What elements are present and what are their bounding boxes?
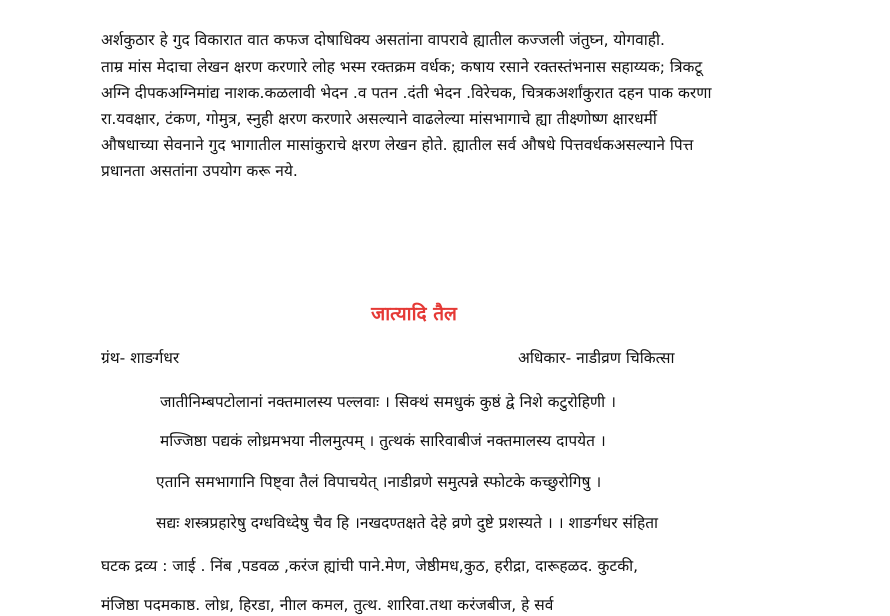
verse-line-1: जातीनिम्बपटोलानां नक्तमालस्य पल्लवाः । सिक्थं समधुकं कुष्ठं द्वे निशे कटुरोहिणी । [160,393,616,411]
paragraph-line-1: अर्शकुठार हे गुद विकारात वात कफज दोषाधिक्य असतांना वापरावे ह्यातील कज्जली जंतुघ्न, योगवाही. [101,31,665,49]
section-title: जात्यादि तैल [371,303,457,325]
adhikar-label: अधिकार- नाडीव्रण चिकित्सा [518,349,675,367]
paragraph-line-6: प्रधानता असतांना उपयोग करू नये. [101,162,298,180]
verse-line-4: सद्यः शस्त्रप्रहारेषु दग्धविध्देषु चैव हि ।नखदण्तक्षते देहे व्रणे दुष्टे प्रशस्यते । । शाङर्गधर संहिता [156,514,659,532]
ghatak-line-2: मंजिष्ठा पदमकाष्ठ. लोध्र, हिरडा, नीाल कमल, तुत्थ. शारिवा.तथा करंजबीज, हे सर्व [101,596,554,614]
verse-line-2: मज्जिष्ठा पद्यकं लोध्रमभया नीलमुत्पम् । तुत्थकं सारिवाबीजं नक्तमालस्य दापयेत । [160,432,606,450]
verse-line-3: एतानि समभागानि पिष्ट्वा तैलं विपाचयेत् ।नाडीव्रणे समुत्पन्ने स्फोटके कच्छुरोगिषु । [156,473,602,491]
paragraph-line-4: रा.यवक्षार, टंकण, गोमुत्र, स्नुही क्षरण करणारे असल्याने वाढलेल्या मांसभागाचे ह्या तीक्ष्णोष्ण क्षारधर्मी [101,110,657,128]
paragraph-line-2: ताम्र मांस मेदाचा लेखन क्षरण करणारे लोह भस्म रक्तक्रम वर्धक; कषाय रसाने रक्तस्तंभनास सहाय्यक; त्रिकटू [101,58,703,76]
ghatak-line-1: घटक द्रव्य : जाई . निंब ,पडवळ ,करंज ह्यांची पाने.मेण, जेष्ठीमध,कुठ, हरीद्रा, दारूहळद. कुटकी, [101,557,639,575]
paragraph-line-5: औषधाच्या सेवनाने गुद भागातील मासांकुराचे क्षरण लेखन होते. ह्यातील सर्व औषधे पित्तवर्धकअसल्याने पित्त [101,136,694,154]
grantha-label: ग्रंथ- शाङर्गधर [101,349,180,367]
paragraph-line-3: अग्नि दीपकअग्निमांद्य नाशक.कळलावी भेदन .व पतन .दंती भेदन .विरेचक, चित्रकअर्शांकुरात दहन पाक करणा [101,84,712,102]
